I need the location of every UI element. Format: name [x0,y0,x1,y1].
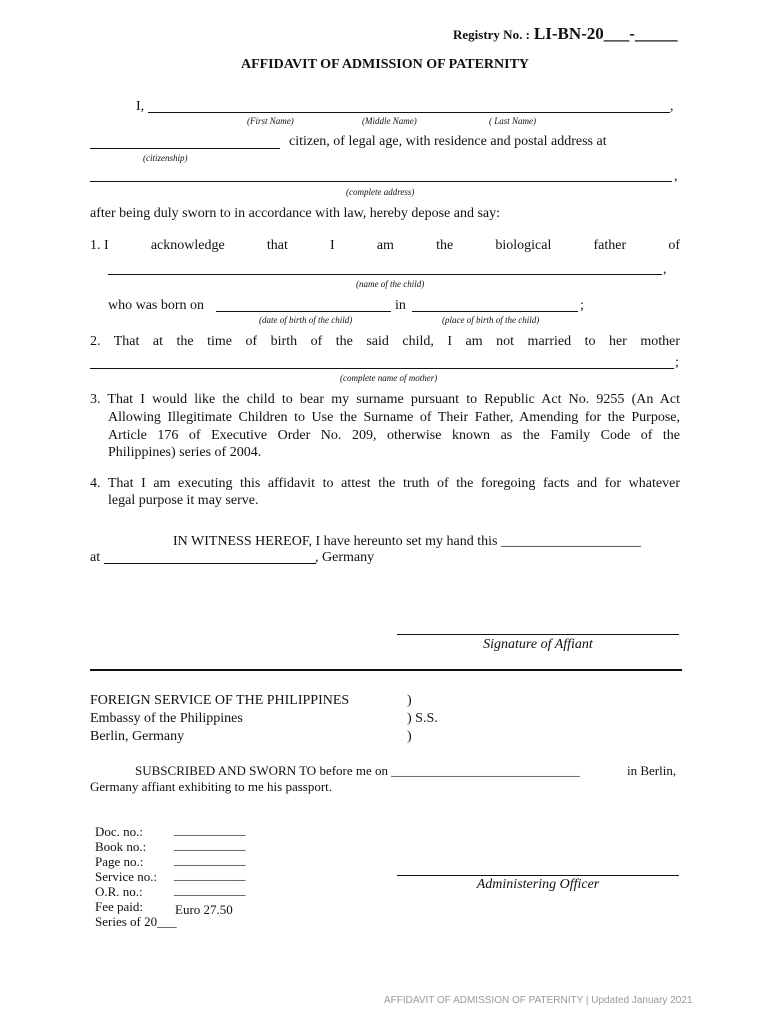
record-blank[interactable]: ___________ [174,822,246,837]
venue-mark: ) [407,729,412,744]
record-label: Doc. no.: [95,824,144,839]
item1-line [90,238,680,254]
record-blank[interactable]: ___________ [174,867,246,882]
venue-mark: ) [407,693,412,708]
item3-line: Philippines) series of 2004. [108,445,262,460]
depose-text: after being duly sworn to in accordance with law, hereby depose and say: [90,206,501,221]
registry-value: LI-BN-20___-_____ [533,24,678,43]
citizen-text: citizen, of legal age, with residence and postal address at [289,134,607,149]
officer-signature-label: Administering Officer [476,877,600,892]
record-blank[interactable]: ___________ [174,882,246,897]
affiant-signature-line[interactable] [397,634,679,635]
intro-i: I, [136,99,145,114]
record-blank[interactable]: ___________ [174,852,246,867]
page-footer: AFFIDAVIT OF ADMISSION OF PATERNITY | Updated January 2021 [384,995,693,1006]
mother-name-blank[interactable] [90,368,674,369]
child-name-blank[interactable] [108,274,662,275]
fee-value: Euro 27.50 [175,902,233,917]
venue-line: Embassy of the Philippines [90,711,243,726]
subscribed-text: SUBSCRIBED AND SWORN TO before me on _____________________________ [135,763,580,778]
document-title: AFFIDAVIT OF ADMISSION OF PATERNITY [240,57,530,72]
registry-number [453,24,677,44]
child-name-caption: (name of the child) [356,279,425,289]
witness-germany: , Germany [315,550,375,565]
pob-blank[interactable] [412,311,578,312]
dob-caption: (date of birth of the child) [259,315,353,325]
address-caption: (complete address) [346,187,415,197]
address-blank[interactable] [90,181,672,182]
affiant-signature-label: Signature of Affiant [483,637,593,652]
item1-word: biological [495,238,552,253]
record-label: O.R. no.: [95,884,143,899]
section-divider [90,669,682,671]
subscribed-in-berlin: in Berlin, [627,763,677,778]
child-name-comma: , [663,262,667,277]
citizenship-blank[interactable] [90,148,280,149]
citizenship-caption: (citizenship) [143,153,188,163]
address-comma: , [674,169,678,184]
item1-word: am [376,238,394,253]
venue-mark: ) S.S. [407,711,438,726]
record-blank[interactable]: ___________ [174,837,246,852]
item3-line: Article 176 of Executive Order No. 209, otherwise known as the Family Code of the [108,428,680,443]
record-label: Service no.: [95,869,158,884]
venue-line: FOREIGN SERVICE OF THE PHILIPPINES [90,693,350,708]
item4-line: legal purpose it may serve. [108,493,259,508]
item1-word: that [266,238,288,253]
middle-name-caption: (Middle Name) [362,116,417,126]
item3-line: 3. That I would like the child to bear my surname pursuant to Republic Act No. 9255 (An Act [90,392,680,407]
record-label: Book no.: [95,839,147,854]
name-blank[interactable] [148,112,670,113]
witness-place-blank[interactable] [104,563,316,564]
first-name-caption: (First Name) [247,116,294,126]
item3-line: Allowing Illegitimate Children to Use the Surname of Their Father, Amending for the Purpose, [108,410,680,425]
item2-line: 2. That at the time of birth of the said child, I am not married to her mother [90,334,680,349]
item1-word: of [668,238,680,253]
born-on-text: who was born on [108,298,205,313]
dob-blank[interactable] [216,311,391,312]
officer-signature-line[interactable] [397,875,679,876]
witness-at: at [90,550,101,565]
record-label: Page no.: [95,854,144,869]
item1-word: father [593,238,627,253]
subscribed-passport: Germany affiant exhibiting to me his passport. [90,779,333,794]
pob-semicolon: ; [580,298,584,313]
pob-caption: (place of birth of the child) [442,315,540,325]
item1-word: acknowledge [150,238,225,253]
item2-text [90,333,680,351]
mother-semicolon: ; [675,355,679,370]
item1-word: I [330,238,335,253]
mother-caption: (complete name of mother) [340,373,438,383]
in-text: in [395,298,406,313]
item4-line: 4. That I am executing this affidavit to attest the truth of the foregoing facts and for whatever [90,476,680,491]
last-name-caption: ( Last Name) [489,116,536,126]
witness-text: IN WITNESS HEREOF, I have hereunto set my hand this ____________________ [173,534,641,549]
venue-line: Berlin, Germany [90,729,185,744]
intro-comma: , [670,99,674,114]
item1-word: the [436,238,454,253]
record-label: Series of 20___ [95,914,177,929]
record-label: Fee paid: [95,899,144,914]
registry-label: Registry No. : [453,27,530,42]
item1-word: 1. I [90,238,109,253]
